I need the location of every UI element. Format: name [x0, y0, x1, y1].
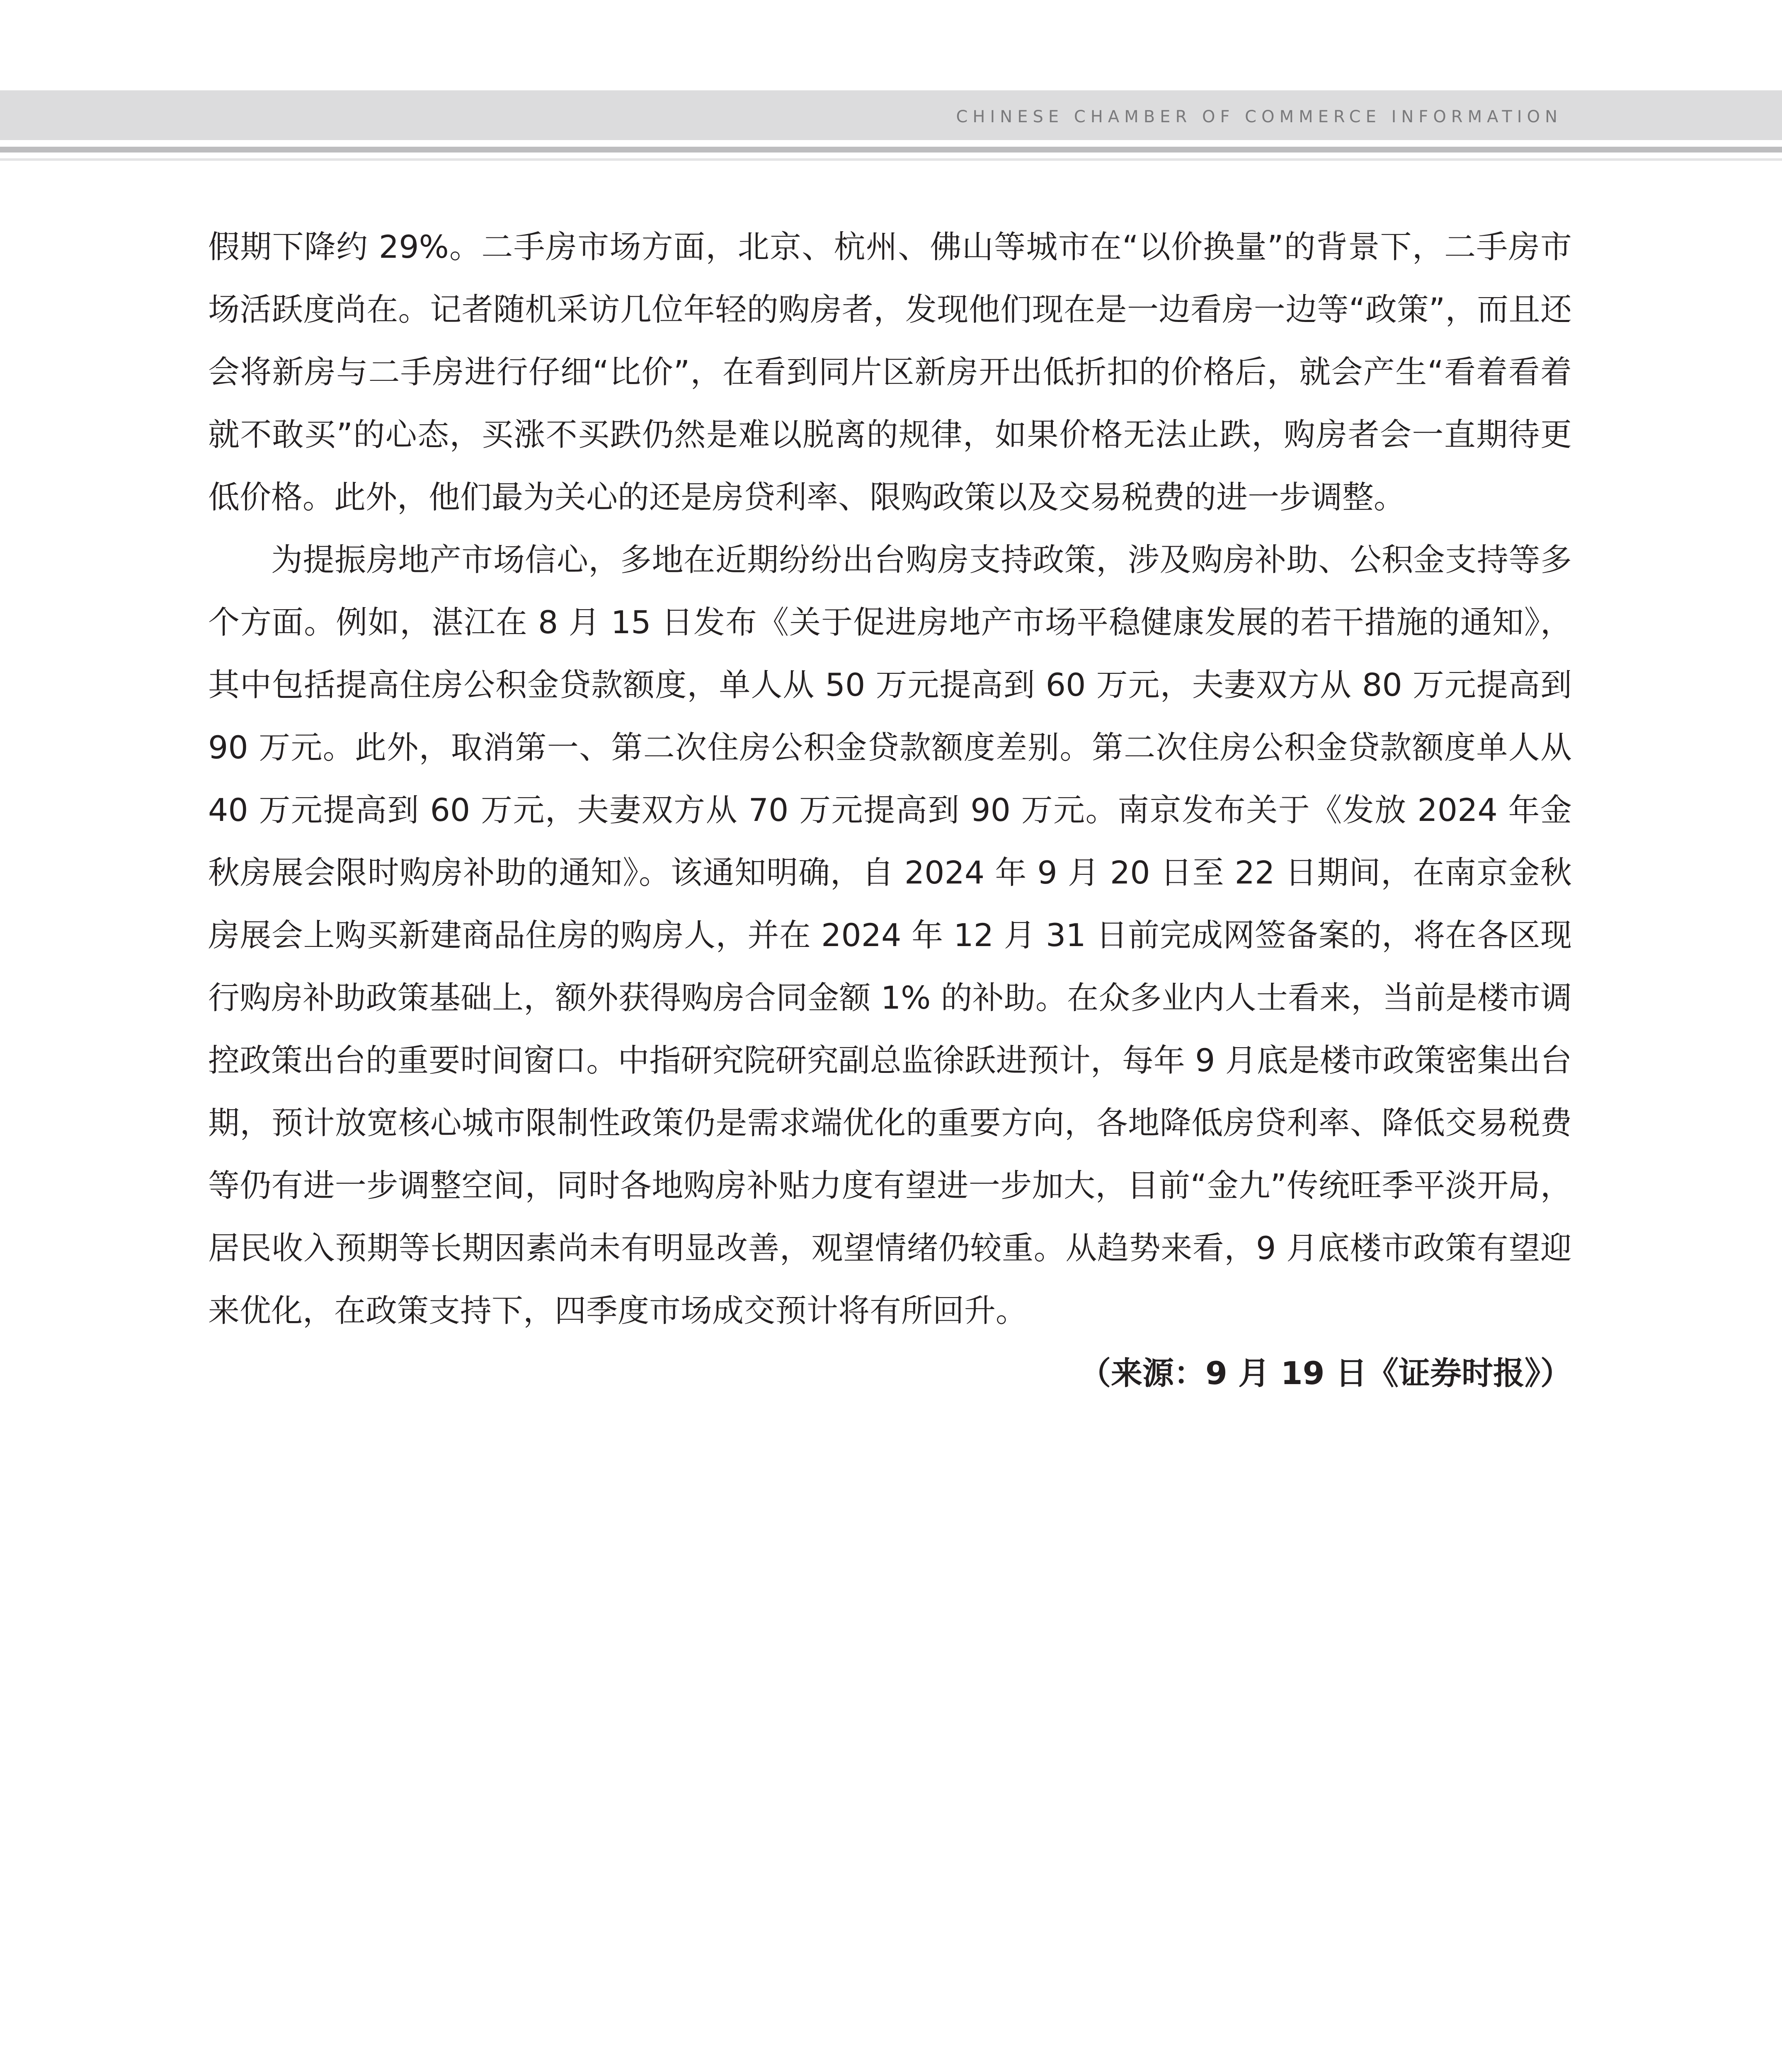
- running-title: CHINESE CHAMBER OF COMMERCE INFORMATION: [956, 107, 1562, 126]
- article-body: [208, 215, 1572, 1404]
- article-paragraph: 假期下降约 29%。二手房市场方面，北京、杭州、佛山等城市在“以价换量”的背景下，二手房市场活跃度尚在。记者随机采访几位年轻的购房者，发现他们现在是一边看房一边等“政策”，而且还会将新房与二手房进行仔细“比价”，在看到同片区新房开出低折扣的价格后，就会产生“看着看着就不敢买”的心态，买涨不买跌仍然是难以脱离的规律，如果价格无法止跌，购房者会一直期待更低价格。此外，他们最为关心的还是房贷利率、限购政策以及交易税费的进一步调整。: [208, 228, 1572, 516]
- source-citation: （来源：9 月 19 日《证券时报》）: [1079, 1355, 1572, 1392]
- header-divider: [0, 147, 1782, 152]
- article-paragraph: [208, 528, 1572, 1392]
- article-paragraph-text: 为提振房地产市场信心，多地在近期纷纷出台购房支持政策，涉及购房补助、公积金支持等多个方面。例如，湛江在 8 月 15 日发布《关于促进房地产市场平稳健康发展的若干措施的通知》，其中包括提高住房公积金贷款额度，单人从 50 万元提高到 60 万元，夫妻双方从 80 万元提高到 90 万元。此外，取消第一、第二次住房公积金贷款额度差别。第二次住房公积金贷款额度单人从 40 万元提高到 60 万元，夫妻双方从 70 万元提高到 90 万元。南京发布关于《发放 2024 年金秋房展会限时购房补助的通知》。该通知明确，自 2024 年 9 月 20 日至 22 日期间，在南京金秋房展会上购买新建商品住房的购房人，并在 2024 年 12 月 31 日前完成网签备案的，将在各区现行购房补助政策基础上，额外获得购房合同金额 1% 的补助。在众多业内人士看来，当前是楼市调控政策出台的重要时间窗口。中指研究院研究副总监徐跃进预计，每年 9 月底是楼市政策密集出台期，预计放宽核心城市限制性政策仍是需求端优化的重要方向，各地降低房贷利率、降低交易税费等仍有进一步调整空间，同时各地购房补贴力度有望进一步加大，目前“金九”传统旺季平淡开局，居民收入预期等长期因素尚未有明显改善，观望情绪仍较重。从趋势来看，9 月底楼市政策有望迎来优化，在政策支持下，四季度市场成交预计将有所回升。: [208, 541, 1572, 1329]
- header-divider-thin: [0, 158, 1782, 161]
